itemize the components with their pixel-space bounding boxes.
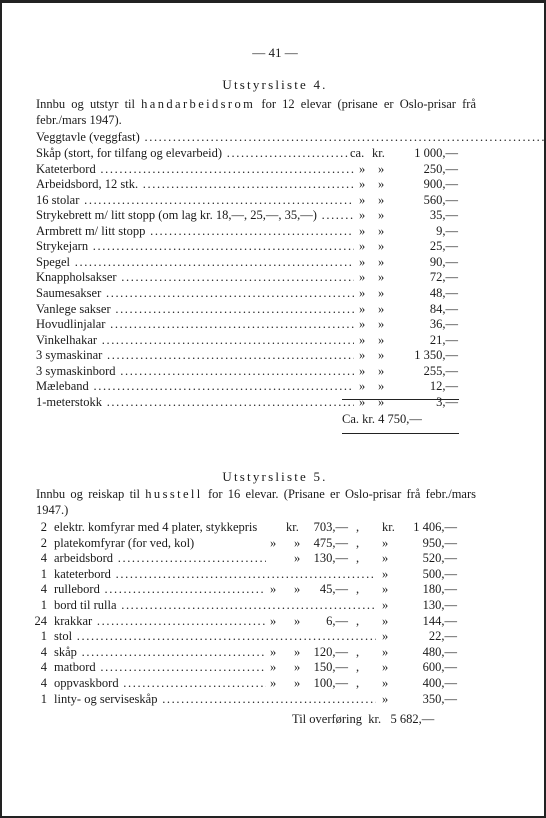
ditto-mark: » bbox=[359, 161, 366, 176]
ditto-mark: » bbox=[382, 613, 389, 628]
list4-item bbox=[36, 161, 476, 177]
item-amount: 9,— bbox=[436, 223, 458, 238]
carry-over bbox=[292, 712, 462, 727]
list4-item bbox=[36, 285, 476, 301]
list4-title: Utstyrsliste 4. bbox=[222, 77, 328, 92]
ditto-mark: » bbox=[359, 363, 366, 378]
ditto-mark: » bbox=[359, 208, 366, 223]
item-name: linty- og serviseskåp ..... bbox=[54, 691, 376, 707]
list4-intro-text: Innbu og utstyr til bbox=[36, 97, 142, 111]
ditto-mark: » bbox=[270, 644, 277, 659]
ditto-mark: » bbox=[378, 177, 385, 192]
item-amount: 1 350,— bbox=[414, 348, 458, 363]
item-name: 1-meterstokk ..... bbox=[36, 394, 354, 410]
item-name: stol ..... bbox=[54, 628, 376, 644]
item-quantity: 4 bbox=[40, 644, 47, 659]
ditto-mark: » bbox=[382, 660, 389, 675]
list4-item bbox=[36, 363, 476, 379]
ditto-mark: » bbox=[359, 285, 366, 300]
item-total: 400,— bbox=[422, 676, 457, 690]
ditto-mark: » bbox=[270, 535, 277, 550]
list4-intro bbox=[36, 96, 476, 128]
ditto-mark: » bbox=[359, 223, 366, 238]
item-name: rullebord ..... bbox=[54, 581, 266, 597]
item-name: Hovudlinjalar ..... bbox=[36, 316, 354, 332]
ditto-mark: » bbox=[378, 394, 385, 409]
list4-item bbox=[36, 378, 476, 394]
ditto-mark: » bbox=[382, 691, 389, 706]
list4-item bbox=[36, 301, 476, 317]
list4-item bbox=[36, 316, 476, 332]
unit-price: 703,— bbox=[313, 520, 348, 534]
item-quantity: 1 bbox=[40, 629, 47, 644]
ditto-mark: » bbox=[294, 660, 301, 675]
item-name: bord til rulla ..... bbox=[54, 597, 376, 613]
ditto-mark: » bbox=[378, 192, 385, 207]
item-name: Strykebrett m/ litt stopp (om lag kr. 18,—, 25,—, 35,—) ..... bbox=[36, 207, 354, 223]
ditto-mark: » bbox=[382, 676, 389, 690]
separator: , bbox=[356, 551, 360, 566]
list4-intro-emphasis: handarbeidsrom bbox=[141, 97, 256, 111]
ditto-mark: » bbox=[359, 270, 366, 285]
ditto-mark: » bbox=[382, 551, 389, 566]
list5-item bbox=[32, 613, 477, 629]
unit-price: 150,— bbox=[313, 660, 348, 675]
item-total: 520,— bbox=[422, 551, 457, 566]
item-quantity: 24 bbox=[34, 613, 47, 628]
unit-price: 130,— bbox=[313, 551, 348, 566]
item-name: elektr. komfyrar med 4 plater, stykkepris bbox=[54, 520, 258, 534]
item-amount: 3,— bbox=[436, 394, 458, 409]
list4-item bbox=[36, 269, 476, 285]
ditto-mark: » bbox=[270, 676, 277, 690]
list4-item bbox=[36, 223, 476, 239]
total-rule-bottom bbox=[342, 433, 459, 434]
kr-label: kr. bbox=[372, 146, 385, 160]
unit-price: 475,— bbox=[313, 535, 348, 550]
unit-price: 6,— bbox=[326, 613, 348, 628]
unit-price: 120,— bbox=[313, 644, 348, 659]
item-total: 480,— bbox=[422, 644, 457, 659]
list5-item bbox=[32, 659, 477, 675]
list5-intro-emphasis: husstell bbox=[145, 487, 203, 501]
list5-item bbox=[32, 581, 477, 597]
ditto-mark: » bbox=[359, 192, 366, 207]
total-rule bbox=[342, 399, 459, 400]
item-quantity: 2 bbox=[40, 520, 47, 534]
item-quantity: 1 bbox=[40, 566, 47, 581]
unit-price: 45,— bbox=[319, 582, 348, 597]
item-name: Saumesakser ..... bbox=[36, 285, 354, 301]
ditto-mark: » bbox=[270, 613, 277, 628]
item-amount: 72,— bbox=[429, 270, 458, 285]
ditto-mark: » bbox=[378, 285, 385, 300]
ditto-mark: » bbox=[359, 348, 366, 363]
item-name: matbord ..... bbox=[54, 659, 266, 675]
ditto-mark: » bbox=[359, 394, 366, 409]
item-amount: 900,— bbox=[423, 177, 458, 192]
item-name: Vanlege sakser ..... bbox=[36, 301, 354, 317]
item-quantity: 1 bbox=[40, 598, 47, 612]
list5-item bbox=[32, 519, 477, 535]
ditto-mark: » bbox=[294, 551, 301, 566]
item-amount: 36,— bbox=[429, 317, 458, 332]
ditto-mark: » bbox=[294, 676, 301, 690]
ditto-mark: » bbox=[294, 613, 301, 628]
list5-intro-text-end: for 16 elevar. (Prisane er Oslo-prisar frå febr./mars 1947.) bbox=[36, 487, 476, 517]
ditto-mark: » bbox=[294, 535, 301, 550]
item-name: Spegel ..... bbox=[36, 254, 354, 270]
item-name: Knappholsakser ..... bbox=[36, 269, 354, 285]
item-amount: 25,— bbox=[429, 239, 458, 254]
ditto-mark: » bbox=[382, 644, 389, 659]
ditto-mark: » bbox=[359, 379, 366, 394]
list4-item bbox=[36, 238, 476, 254]
item-amount: 250,— bbox=[423, 161, 458, 176]
separator: , bbox=[356, 613, 360, 628]
ditto-mark: » bbox=[378, 379, 385, 394]
item-name: Mæleband ..... bbox=[36, 378, 354, 394]
list4-item bbox=[36, 145, 476, 161]
ditto-mark: kr. bbox=[382, 520, 395, 534]
item-amount: 21,— bbox=[429, 332, 458, 347]
ditto-mark: » bbox=[378, 332, 385, 347]
list5-title: Utstyrsliste 5. bbox=[222, 469, 328, 484]
list4-item bbox=[36, 332, 476, 348]
ditto-mark: » bbox=[382, 598, 389, 612]
ditto-mark: » bbox=[294, 582, 301, 597]
separator: , bbox=[356, 660, 360, 675]
ditto-mark: » bbox=[359, 177, 366, 192]
item-quantity: 2 bbox=[40, 535, 47, 550]
list4-intro-text-end: for 12 elevar (prisane er Oslo-prisar frå febr./mars 1947). bbox=[36, 97, 476, 127]
item-name: Vinkelhakar ..... bbox=[36, 332, 354, 348]
separator: , bbox=[356, 582, 360, 597]
separator: , bbox=[356, 520, 360, 534]
carry-amount: 5 682,— bbox=[390, 712, 435, 726]
list5-item bbox=[32, 628, 477, 644]
item-name: skåp ..... bbox=[54, 644, 266, 660]
item-amount: 560,— bbox=[423, 192, 458, 207]
ditto-mark: » bbox=[359, 332, 366, 347]
ditto-mark: » bbox=[270, 582, 277, 597]
item-total: 950,— bbox=[422, 535, 457, 550]
list4-total: Ca. kr. 4 750,— bbox=[342, 412, 422, 426]
ditto-mark: » bbox=[378, 208, 385, 223]
list5-item bbox=[32, 566, 477, 582]
ditto-mark: kr. bbox=[286, 520, 299, 534]
list5-item bbox=[32, 691, 477, 707]
ditto-mark: » bbox=[359, 301, 366, 316]
item-amount: 84,— bbox=[429, 301, 458, 316]
list4-item bbox=[36, 394, 476, 410]
unit-price: 100,— bbox=[313, 676, 348, 690]
item-total: 600,— bbox=[422, 660, 457, 675]
item-amount: 255,— bbox=[423, 363, 458, 378]
item-amount: 90,— bbox=[429, 254, 458, 269]
list5-item bbox=[32, 675, 477, 691]
ditto-mark: » bbox=[382, 535, 389, 550]
item-total: 500,— bbox=[422, 566, 457, 581]
separator: , bbox=[356, 676, 360, 690]
ditto-mark: » bbox=[378, 239, 385, 254]
ditto-mark: » bbox=[382, 582, 389, 597]
ditto-mark: » bbox=[378, 348, 385, 363]
item-amount: 48,— bbox=[429, 285, 458, 300]
item-quantity: 4 bbox=[40, 660, 47, 675]
item-name: arbeidsbord ..... bbox=[54, 550, 266, 566]
item-name: Armbrett m/ litt stopp ..... bbox=[36, 223, 354, 239]
carry-kr: kr. bbox=[368, 712, 382, 726]
list4-item bbox=[36, 254, 476, 270]
item-name: Arbeidsbord, 12 stk. ..... bbox=[36, 176, 354, 192]
item-total: 350,— bbox=[422, 691, 457, 706]
ditto-mark: » bbox=[378, 270, 385, 285]
item-amount: 1 000,— bbox=[414, 146, 458, 160]
ditto-mark: » bbox=[382, 566, 389, 581]
ditto-mark: » bbox=[359, 239, 366, 254]
subheading-label: Veggtavle (veggfast) ..... bbox=[36, 129, 546, 145]
item-amount: 35,— bbox=[429, 208, 458, 223]
item-name: oppvaskbord ..... bbox=[54, 675, 266, 691]
list4-item bbox=[36, 192, 476, 208]
item-amount: 12,— bbox=[429, 379, 458, 394]
ditto-mark: » bbox=[270, 660, 277, 675]
ca-label: ca. bbox=[350, 146, 365, 160]
separator: , bbox=[356, 644, 360, 659]
item-total: 130,— bbox=[422, 598, 457, 612]
item-quantity: 1 bbox=[40, 691, 47, 706]
item-name: Kateterbord ..... bbox=[36, 161, 354, 177]
item-quantity: 4 bbox=[40, 676, 47, 690]
item-total: 180,— bbox=[422, 582, 457, 597]
ditto-mark: » bbox=[378, 223, 385, 238]
ditto-mark: » bbox=[382, 629, 389, 644]
list5-intro bbox=[36, 486, 476, 518]
ditto-mark: » bbox=[378, 161, 385, 176]
item-name: 3 symaskinar ..... bbox=[36, 347, 354, 363]
carry-label: Til overføring bbox=[292, 712, 363, 726]
item-total: 1 406,— bbox=[413, 520, 457, 534]
item-quantity: 4 bbox=[40, 551, 47, 566]
page-number: — 41 — bbox=[252, 45, 298, 60]
separator: , bbox=[356, 535, 360, 550]
ditto-mark: » bbox=[378, 254, 385, 269]
ditto-mark: » bbox=[359, 254, 366, 269]
item-name: Strykejarn ..... bbox=[36, 238, 354, 254]
list4-subheading bbox=[36, 129, 476, 145]
item-name: Skåp (stort, for tilfang og elevarbeid) ..... bbox=[36, 145, 348, 161]
list5-intro-text: Innbu og reiskap til bbox=[36, 487, 146, 501]
list4-item bbox=[36, 347, 476, 363]
item-name: kateterbord ..... bbox=[54, 566, 376, 582]
list5-item bbox=[32, 597, 477, 613]
list5-item bbox=[32, 550, 477, 566]
item-name: 16 stolar ..... bbox=[36, 192, 354, 208]
item-quantity: 4 bbox=[40, 582, 47, 597]
item-name: krakkar ..... bbox=[54, 613, 266, 629]
item-total: 144,— bbox=[422, 613, 457, 628]
item-total: 22,— bbox=[428, 629, 457, 644]
ditto-mark: » bbox=[359, 317, 366, 332]
ditto-mark: » bbox=[378, 363, 385, 378]
list4-item bbox=[36, 207, 476, 223]
ditto-mark: » bbox=[378, 317, 385, 332]
ditto-mark: » bbox=[294, 644, 301, 659]
list5-item bbox=[32, 644, 477, 660]
item-name: 3 symaskinbord ..... bbox=[36, 363, 354, 379]
list5-item bbox=[32, 535, 477, 551]
list4-item bbox=[36, 176, 476, 192]
item-name: platekomfyrar (for ved, kol) bbox=[54, 535, 195, 550]
ditto-mark: » bbox=[378, 301, 385, 316]
